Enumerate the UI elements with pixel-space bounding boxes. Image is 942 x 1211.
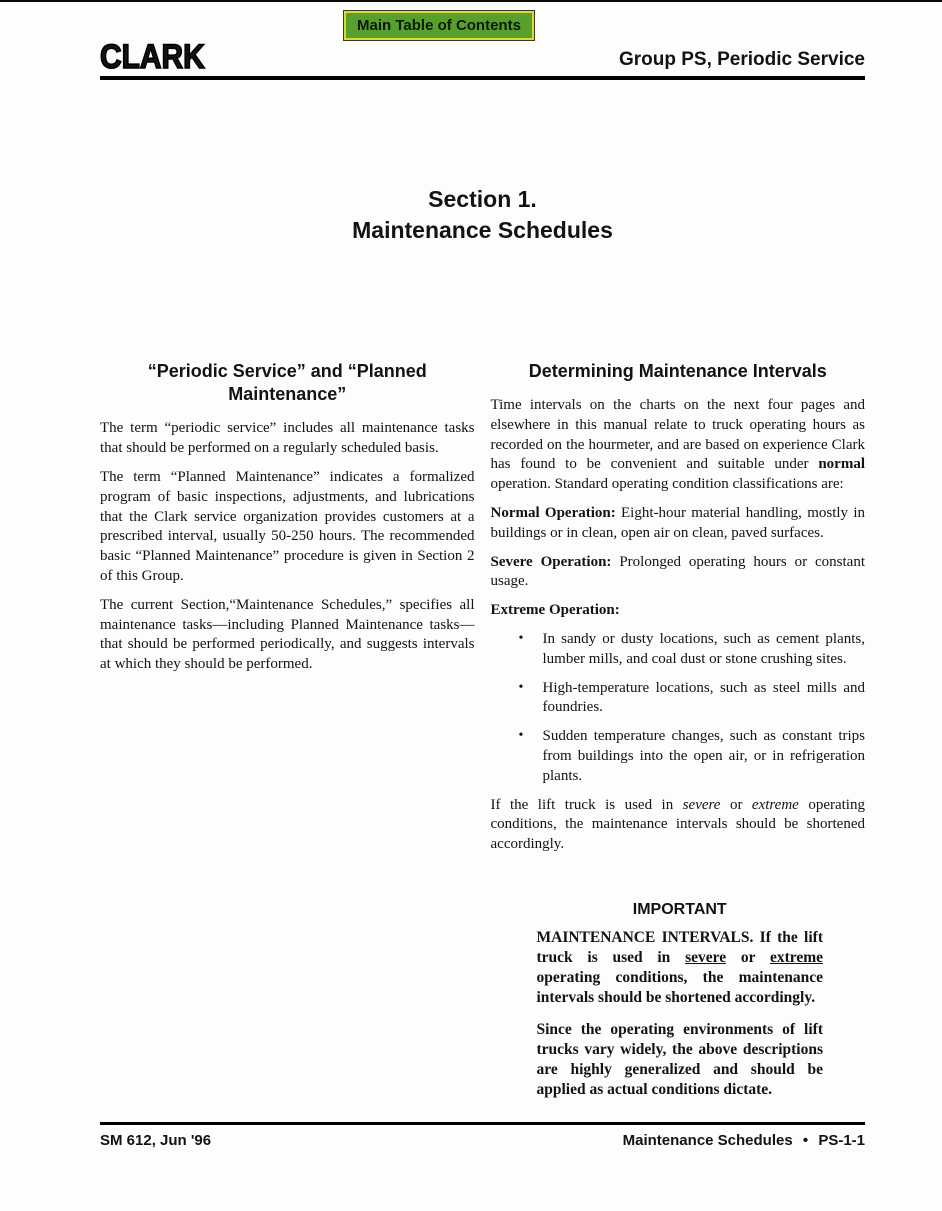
list-item	[491, 630, 866, 670]
bullet-icon: •	[518, 728, 524, 744]
important-underline-extreme: extreme	[769, 948, 823, 966]
definition-text: Prolonged operating hours or constant usage.	[490, 553, 865, 590]
closing-text: or	[720, 796, 752, 813]
paragraph: The term “periodic service” includes all maintenance tasks that should be performed on a regularly scheduled basis.	[100, 420, 475, 457]
bullet-icon: •	[518, 631, 524, 647]
header-group-title: Group PS, Periodic Service	[618, 48, 865, 70]
left-heading-line1: “Periodic Service” and “Planned	[147, 360, 427, 381]
section-title-line2: Maintenance Schedules	[352, 216, 613, 243]
closing-paragraph	[491, 796, 866, 855]
paragraph: The current Section,“Maintenance Schedules,” specifies all maintenance tasks—including Planned Maintenance tasks—that should be performed periodically, and suggests intervals at which they should be performed.	[100, 596, 475, 673]
toc-button-label: Main Table of Contents	[357, 17, 521, 34]
section-title	[100, 184, 865, 246]
paragraph: The term “Planned Maintenance” indicates a formalized program of basic inspections, adjustments, and lubrications that the Clark service organization provides customers at a prescribed interval, usually 50-250 hours. The recommended basic “Planned Maintenance” procedure is given in Section 2 of this Group.	[100, 469, 475, 585]
list-item	[491, 679, 866, 719]
main-table-of-contents-button[interactable]	[344, 11, 534, 40]
footer-section-page	[623, 1132, 865, 1149]
bullet-text: Sudden temperature changes, such as constant trips from buildings into the open air, or in refrigeration plants.	[542, 728, 865, 784]
bullet-text: High-temperature locations, such as steel mills and foundries.	[542, 679, 865, 716]
right-column-text	[491, 396, 866, 855]
list-item	[491, 727, 866, 786]
definition-severe	[491, 553, 866, 593]
important-text: or	[726, 948, 770, 966]
important-paragraph-1	[537, 928, 824, 1007]
footer-manual-id: SM 612, Jun '96	[100, 1132, 212, 1149]
definition-label: Normal Operation:	[490, 505, 616, 522]
page-header	[100, 38, 865, 76]
footer-page-number: PS-1-1	[818, 1132, 865, 1149]
definition-text: Eight-hour material handling, mostly in buildings or in clean, open air on clean, paved surfaces.	[490, 505, 865, 541]
closing-text: operating conditions, the maintenance intervals should be shortened accordingly.	[490, 796, 865, 853]
closing-text: If the lift truck is used in	[490, 796, 683, 813]
page-content	[100, 0, 865, 1113]
right-column-heading: Determining Maintenance Intervals	[528, 360, 827, 381]
footer-section-name: Maintenance Schedules	[622, 1132, 793, 1149]
closing-italic-severe: severe	[682, 796, 721, 813]
footer-bullet-separator: •	[802, 1132, 809, 1149]
page-top-scan-line	[0, 0, 942, 2]
intro-bold-word: normal	[818, 456, 865, 473]
intro-text: Time intervals on the charts on the next four pages and elsewhere in this manual relate to truck operating hours as recorded on the hourmeter, and are based on experience Clark has found to be convenient and suitable under	[490, 397, 865, 473]
section-title-line1: Section 1.	[428, 185, 537, 212]
paragraph	[491, 396, 866, 495]
important-text: MAINTENANCE INTERVALS. If the lift truck is used in	[536, 929, 823, 966]
bullet-text: In sandy or dusty locations, such as cement plants, lumber mills, and coal dust or stone crushing sites.	[542, 631, 865, 667]
definition-extreme	[491, 601, 866, 621]
definition-label: Severe Operation:	[490, 553, 612, 570]
clark-logo: CLARK	[100, 38, 205, 76]
important-underline-severe: severe	[685, 948, 727, 966]
header-rule	[100, 76, 865, 80]
left-heading-line2: Maintenance”	[228, 384, 347, 405]
left-column-text	[100, 419, 475, 675]
page-footer	[100, 1122, 865, 1149]
important-heading: IMPORTANT	[632, 901, 727, 919]
definition-normal	[491, 504, 866, 544]
two-column-body	[100, 360, 865, 1113]
important-text: operating conditions, the maintenance intervals should be shortened accordingly.	[536, 968, 823, 1006]
bullet-icon: •	[518, 679, 524, 695]
intro-text-after: operation. Standard operating condition classifications are:	[490, 476, 844, 493]
definition-label: Extreme Operation:	[490, 602, 620, 619]
left-column	[100, 360, 475, 1113]
left-column-heading	[100, 360, 475, 407]
right-column	[491, 360, 866, 1113]
extreme-operation-bullets	[491, 630, 866, 787]
important-notice	[491, 901, 866, 1100]
closing-italic-extreme: extreme	[751, 796, 799, 813]
important-paragraph-2: Since the operating environments of lift trucks vary widely, the above descriptions are highly generalized and should be applied as actual conditions dictate.	[536, 1021, 823, 1098]
